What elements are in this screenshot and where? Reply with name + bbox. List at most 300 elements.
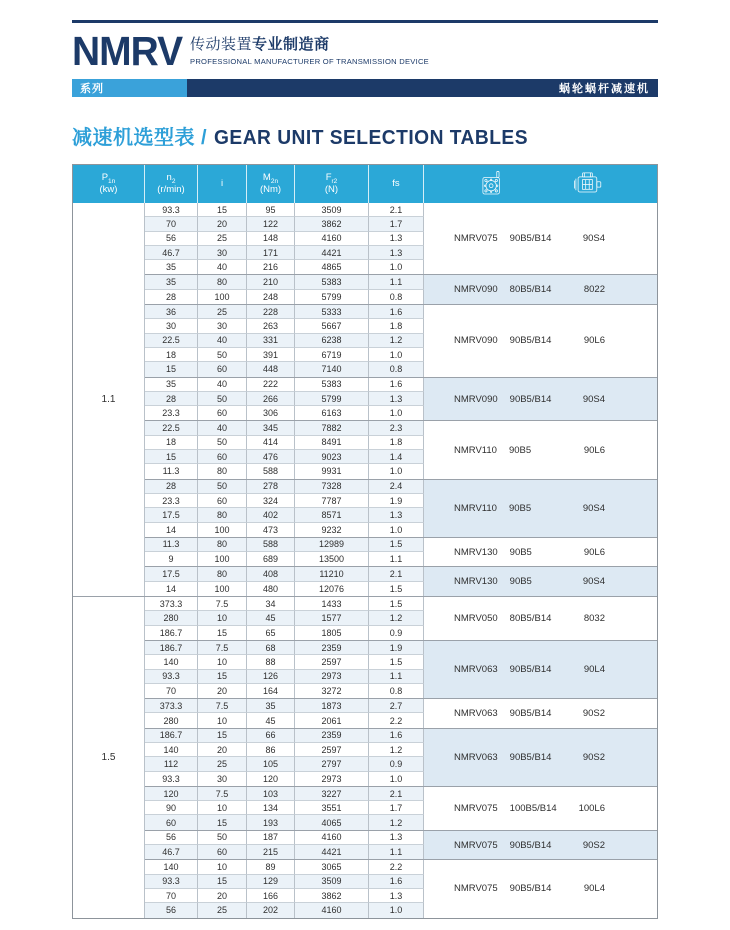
header-subscript: 2 (171, 177, 176, 185)
gearbox-model: NMRV090 (454, 335, 498, 347)
data-cell: 15 (198, 626, 247, 640)
header-subscript: 1n (108, 177, 116, 185)
data-cell: 1.7 (369, 217, 424, 231)
data-cell: 345 (247, 421, 295, 435)
catalog-page (72, 20, 658, 919)
motor-type: 90L6 (583, 335, 605, 347)
gearbox-icon (479, 169, 505, 199)
data-cell: 17.5 (145, 567, 198, 581)
data-cell: 187 (247, 831, 295, 845)
gear-unit-group (145, 860, 657, 917)
page-title-en: GEAR UNIT SELECTION TABLES (214, 127, 529, 149)
data-cell: 4065 (295, 815, 369, 829)
data-cell: 22.5 (145, 421, 198, 435)
data-cell: 15 (198, 815, 247, 829)
data-cell: 6719 (295, 348, 369, 362)
data-cell: 171 (247, 246, 295, 260)
header-symbol: fs (392, 178, 400, 189)
data-cell: 280 (145, 611, 198, 625)
power-section-1.1 (73, 203, 657, 597)
data-cell: 4421 (295, 246, 369, 260)
flange-type: 90B5/B14 (509, 883, 552, 895)
data-cell: 10 (198, 655, 247, 669)
page-title-cn: 减速机选型表 / (72, 127, 208, 149)
top-rule (72, 20, 658, 23)
motor-type: 90S2 (582, 839, 605, 851)
data-cell: 266 (247, 392, 295, 406)
data-cell: 1.6 (369, 729, 424, 743)
data-cell: 80 (198, 567, 247, 581)
gearbox-model: NMRV090 (454, 393, 498, 405)
data-cell: 18 (145, 436, 198, 450)
gear-unit-group (145, 480, 657, 538)
data-cell: 7328 (295, 480, 369, 494)
data-cell: 263 (247, 319, 295, 333)
data-cell: 22.5 (145, 334, 198, 348)
gear-unit-group (145, 787, 657, 831)
data-cell: 20 (198, 217, 247, 231)
data-cell: 10 (198, 801, 247, 815)
data-cell: 50 (198, 831, 247, 845)
motor-spec-cell (424, 567, 657, 596)
data-cell: 40 (198, 421, 247, 435)
series-label: 系列 (72, 79, 187, 97)
data-cell: 2.1 (369, 567, 424, 581)
data-cell: 2973 (295, 772, 369, 786)
data-cell: 7.5 (198, 787, 247, 801)
data-cell: 122 (247, 217, 295, 231)
data-cell: 28 (145, 480, 198, 494)
data-cell: 50 (198, 436, 247, 450)
data-cell: 5799 (295, 290, 369, 304)
data-cell: 164 (247, 684, 295, 698)
data-cell: 1.1 (369, 845, 424, 859)
data-cell: 216 (247, 260, 295, 274)
motor-spec-cell (424, 275, 657, 304)
data-cell: 1805 (295, 626, 369, 640)
data-cell: 2.2 (369, 713, 424, 727)
data-cell: 66 (247, 729, 295, 743)
data-cell: 5667 (295, 319, 369, 333)
gear-unit-group (145, 421, 657, 479)
series-product-label: 蜗轮蜗杆减速机 (187, 79, 658, 97)
data-cell: 12076 (295, 582, 369, 596)
motor-type: 100L6 (578, 802, 605, 814)
data-cell: 140 (145, 655, 198, 669)
data-cell: 280 (145, 713, 198, 727)
tagline-cn (190, 36, 429, 54)
data-cell: 210 (247, 275, 295, 289)
motor-spec-cell (424, 597, 657, 640)
data-cell: 3862 (295, 217, 369, 231)
data-cell: 588 (247, 538, 295, 552)
data-cell: 134 (247, 801, 295, 815)
data-cell: 1.5 (369, 597, 424, 611)
motor-spec-cell (424, 860, 657, 917)
data-cell: 65 (247, 626, 295, 640)
data-cell: 1.1 (369, 552, 424, 566)
gearbox-model: NMRV063 (454, 751, 498, 763)
data-cell: 112 (145, 757, 198, 771)
data-cell: 1.3 (369, 508, 424, 522)
data-cell: 278 (247, 480, 295, 494)
data-cell: 1.3 (369, 889, 424, 903)
data-cell: 1.0 (369, 523, 424, 537)
data-cell: 1.2 (369, 611, 424, 625)
section-body (145, 203, 657, 596)
data-cell: 140 (145, 860, 198, 874)
gearbox-model: NMRV050 (454, 612, 498, 624)
data-cell: 473 (247, 523, 295, 537)
data-cell: 35 (145, 260, 198, 274)
data-cell: 1577 (295, 611, 369, 625)
data-cell: 9023 (295, 450, 369, 464)
data-cell: 60 (198, 406, 247, 420)
data-cell: 2597 (295, 655, 369, 669)
data-cell: 56 (145, 831, 198, 845)
data-cell: 9931 (295, 464, 369, 478)
data-cell: 28 (145, 392, 198, 406)
data-cell: 15 (198, 729, 247, 743)
flange-type: 90B5/B14 (509, 751, 552, 763)
data-cell: 391 (247, 348, 295, 362)
motor-spec-cell (424, 641, 657, 698)
gearbox-model: NMRV063 (454, 664, 498, 675)
gear-unit-group (145, 831, 657, 861)
data-cell: 50 (198, 392, 247, 406)
data-cell: 4865 (295, 260, 369, 274)
data-cell: 215 (247, 845, 295, 859)
power-cell: 1.5 (73, 597, 145, 918)
motor-type: 90L6 (583, 546, 605, 558)
data-cell: 95 (247, 203, 295, 217)
gear-unit-group (145, 203, 657, 275)
data-cell: 20 (198, 743, 247, 757)
gearbox-model: NMRV063 (454, 707, 498, 719)
data-cell: 1.0 (369, 903, 424, 917)
flange-type: 90B5 (508, 502, 532, 514)
motor-spec-cell (424, 421, 657, 478)
header-subscript: r2 (331, 177, 338, 185)
data-cell: 93.3 (145, 875, 198, 889)
flange-type: 90B5/B14 (509, 393, 552, 405)
data-cell: 5383 (295, 275, 369, 289)
motor-spec-cell (424, 305, 657, 376)
data-cell: 306 (247, 406, 295, 420)
page-title (72, 121, 658, 150)
data-cell: 15 (198, 875, 247, 889)
data-cell: 23.3 (145, 494, 198, 508)
data-cell: 186.7 (145, 626, 198, 640)
header-cell-n2 (145, 165, 198, 203)
header-cell-m2n (247, 165, 295, 203)
motor-type: 90S4 (582, 233, 605, 245)
motor-type: 8022 (583, 284, 605, 296)
data-cell: 0.9 (369, 757, 424, 771)
data-cell: 3551 (295, 801, 369, 815)
flange-type: 90B5/B14 (509, 335, 552, 347)
gear-unit-group (145, 378, 657, 422)
data-cell: 9232 (295, 523, 369, 537)
data-cell: 12989 (295, 538, 369, 552)
gear-unit-group (145, 567, 657, 596)
data-cell: 93.3 (145, 203, 198, 217)
series-bar (72, 79, 658, 97)
flange-type: 90B5 (509, 546, 532, 558)
data-cell: 8491 (295, 436, 369, 450)
data-cell: 70 (145, 889, 198, 903)
motor-type: 90L4 (583, 883, 605, 895)
data-cell: 11.3 (145, 538, 198, 552)
data-cell: 1.3 (369, 246, 424, 260)
data-cell: 2359 (295, 729, 369, 743)
gearbox-model: NMRV110 (454, 502, 497, 514)
data-cell: 7.5 (198, 641, 247, 655)
header-cell-fr2 (295, 165, 369, 203)
data-cell: 5799 (295, 392, 369, 406)
data-cell: 1433 (295, 597, 369, 611)
data-cell: 4160 (295, 831, 369, 845)
data-cell: 90 (145, 801, 198, 815)
data-cell: 80 (198, 275, 247, 289)
gear-unit-group (145, 597, 657, 641)
motor-spec-cell (424, 787, 657, 830)
data-cell: 4160 (295, 232, 369, 246)
data-cell: 15 (145, 362, 198, 376)
data-cell: 11.3 (145, 464, 198, 478)
data-cell: 1.9 (369, 494, 424, 508)
data-cell: 14 (145, 582, 198, 596)
data-cell: 18 (145, 348, 198, 362)
flange-type: 90B5 (509, 576, 532, 588)
data-cell: 120 (247, 772, 295, 786)
gearbox-model: NMRV075 (454, 839, 498, 851)
flange-type: 90B5/B14 (509, 233, 552, 245)
flange-type: 90B5/B14 (509, 839, 552, 851)
data-cell: 1.6 (369, 875, 424, 889)
data-cell: 14 (145, 523, 198, 537)
power-section-1.5 (73, 597, 657, 918)
data-cell: 689 (247, 552, 295, 566)
data-cell: 103 (247, 787, 295, 801)
data-cell: 2.1 (369, 203, 424, 217)
data-cell: 46.7 (145, 246, 198, 260)
flange-type: 80B5/B14 (509, 612, 552, 624)
flange-type: 90B5 (508, 444, 532, 456)
data-cell: 50 (198, 480, 247, 494)
data-cell: 3862 (295, 889, 369, 903)
data-cell: 1.0 (369, 260, 424, 274)
header-unit: (Nm) (259, 184, 282, 195)
data-cell: 126 (247, 670, 295, 684)
motor-spec-cell (424, 203, 657, 274)
data-cell: 11210 (295, 567, 369, 581)
header-cell-i (198, 165, 247, 203)
data-cell: 480 (247, 582, 295, 596)
data-cell: 4160 (295, 903, 369, 917)
data-cell: 80 (198, 464, 247, 478)
data-cell: 36 (145, 305, 198, 319)
data-cell: 7.5 (198, 699, 247, 713)
data-cell: 331 (247, 334, 295, 348)
data-cell: 324 (247, 494, 295, 508)
flange-type: 90B5/B14 (509, 664, 552, 675)
data-cell: 70 (145, 217, 198, 231)
data-cell: 93.3 (145, 772, 198, 786)
data-cell: 23.3 (145, 406, 198, 420)
data-cell: 2.1 (369, 787, 424, 801)
data-cell: 1.3 (369, 392, 424, 406)
header-cell-p1n (73, 165, 145, 203)
data-cell: 7140 (295, 362, 369, 376)
data-cell: 2359 (295, 641, 369, 655)
data-cell: 1.6 (369, 305, 424, 319)
flange-type: 90B5/B14 (509, 707, 552, 719)
data-cell: 2.2 (369, 860, 424, 874)
gearbox-model: NMRV075 (454, 233, 498, 245)
data-cell: 46.7 (145, 845, 198, 859)
data-cell: 93.3 (145, 670, 198, 684)
motor-type: 90L4 (583, 664, 605, 675)
brand-taglines (190, 31, 429, 66)
data-cell: 3065 (295, 860, 369, 874)
data-cell: 402 (247, 508, 295, 522)
data-cell: 1.1 (369, 275, 424, 289)
data-cell: 56 (145, 903, 198, 917)
data-cell: 40 (198, 378, 247, 392)
data-cell: 588 (247, 464, 295, 478)
data-cell: 373.3 (145, 597, 198, 611)
data-cell: 1.0 (369, 348, 424, 362)
data-cell: 60 (198, 362, 247, 376)
gear-unit-group (145, 275, 657, 305)
data-cell: 186.7 (145, 729, 198, 743)
data-cell: 100 (198, 552, 247, 566)
data-cell: 7882 (295, 421, 369, 435)
header-symbol: $M_{2n}$ (262, 172, 279, 185)
data-cell: 20 (198, 684, 247, 698)
data-cell: 414 (247, 436, 295, 450)
data-cell: 15 (145, 450, 198, 464)
data-cell: 2797 (295, 757, 369, 771)
data-cell: 5333 (295, 305, 369, 319)
data-cell: 1.0 (369, 406, 424, 420)
header-subscript: 2n (270, 177, 279, 185)
data-cell: 80 (198, 538, 247, 552)
motor-spec-cell (424, 538, 657, 567)
header-cell-motor (424, 165, 657, 203)
data-cell: 1.5 (369, 582, 424, 596)
motor-spec-cell (424, 480, 657, 537)
data-cell: 2.7 (369, 699, 424, 713)
data-cell: 10 (198, 713, 247, 727)
data-cell: 1873 (295, 699, 369, 713)
data-cell: 129 (247, 875, 295, 889)
gearbox-model: NMRV090 (454, 284, 498, 296)
data-cell: 10 (198, 860, 247, 874)
data-cell: 1.7 (369, 801, 424, 815)
data-cell: 100 (198, 523, 247, 537)
data-cell: 86 (247, 743, 295, 757)
data-cell: 1.3 (369, 232, 424, 246)
data-cell: 100 (198, 290, 247, 304)
header-unit: (r/min) (157, 184, 185, 195)
data-cell: 28 (145, 290, 198, 304)
motor-icon (571, 170, 603, 198)
gear-unit-group (145, 538, 657, 568)
header-unit: (N) (324, 184, 339, 195)
data-cell: 3509 (295, 203, 369, 217)
motor-type: 8032 (583, 612, 605, 624)
motor-spec-cell (424, 831, 657, 860)
data-cell: 3509 (295, 875, 369, 889)
data-cell: 140 (145, 743, 198, 757)
data-cell: 0.8 (369, 290, 424, 304)
header-symbol: $F_{r2}$ (325, 172, 338, 185)
data-cell: 30 (198, 246, 247, 260)
gearbox-model: NMRV075 (454, 883, 498, 895)
data-cell: 15 (198, 670, 247, 684)
data-cell: 0.9 (369, 626, 424, 640)
flange-type: 80B5/B14 (509, 284, 552, 296)
data-cell: 222 (247, 378, 295, 392)
data-cell: 148 (247, 232, 295, 246)
data-cell: 7787 (295, 494, 369, 508)
data-cell: 5383 (295, 378, 369, 392)
data-cell: 248 (247, 290, 295, 304)
data-cell: 80 (198, 508, 247, 522)
data-cell: 228 (247, 305, 295, 319)
data-cell: 13500 (295, 552, 369, 566)
data-cell: 1.4 (369, 450, 424, 464)
data-cell: 1.2 (369, 334, 424, 348)
motor-type: 90S4 (582, 576, 605, 588)
data-cell: 2973 (295, 670, 369, 684)
selection-table (72, 164, 658, 919)
data-cell: 45 (247, 713, 295, 727)
header-unit: (kw) (99, 184, 118, 195)
data-cell: 105 (247, 757, 295, 771)
data-cell: 30 (198, 772, 247, 786)
header-symbol: i (220, 178, 224, 189)
data-cell: 166 (247, 889, 295, 903)
data-cell: 0.8 (369, 362, 424, 376)
data-cell: 30 (198, 319, 247, 333)
gear-unit-group (145, 699, 657, 729)
motor-type: 90S4 (582, 502, 605, 514)
motor-type: 90L6 (583, 444, 605, 456)
tagline-cn-regular: 传动装置 (190, 36, 253, 53)
data-cell: 1.1 (369, 670, 424, 684)
gear-unit-group (145, 641, 657, 699)
motor-spec-cell (424, 378, 657, 421)
data-cell: 2061 (295, 713, 369, 727)
motor-type: 90S2 (582, 707, 605, 719)
data-cell: 193 (247, 815, 295, 829)
gearbox-model: NMRV075 (454, 802, 498, 814)
gear-unit-group (145, 729, 657, 787)
data-cell: 35 (145, 378, 198, 392)
data-cell: 1.9 (369, 641, 424, 655)
data-cell: 30 (145, 319, 198, 333)
motor-type: 90S2 (582, 751, 605, 763)
data-cell: 6238 (295, 334, 369, 348)
flange-type: 100B5/B14 (509, 802, 557, 814)
data-cell: 10 (198, 611, 247, 625)
data-cell: 6163 (295, 406, 369, 420)
data-cell: 448 (247, 362, 295, 376)
power-cell: 1.1 (73, 203, 145, 596)
